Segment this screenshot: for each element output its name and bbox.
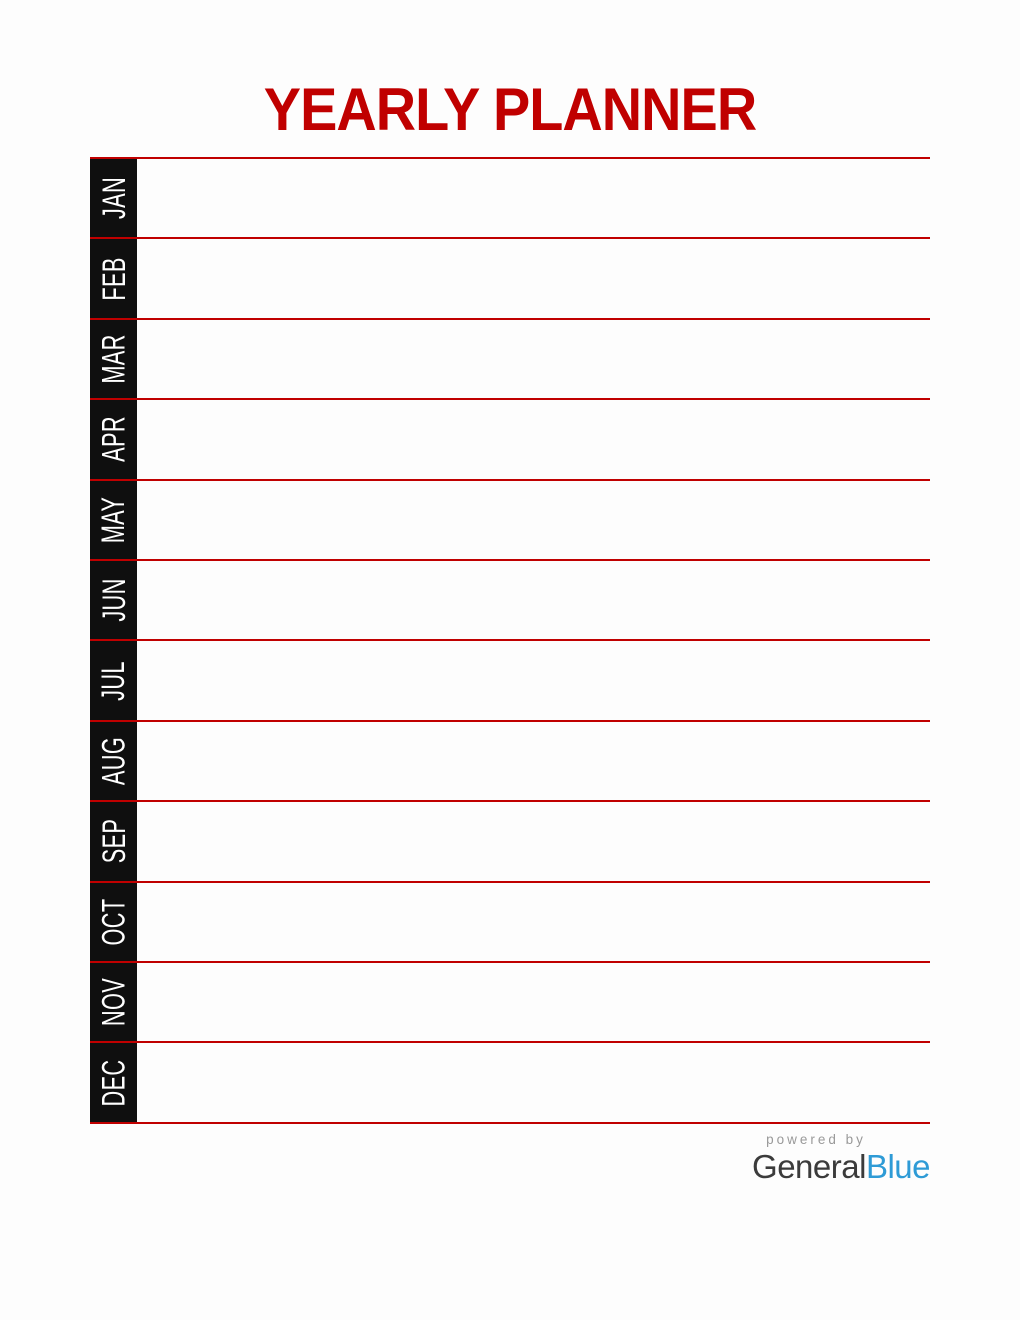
month-content-area: [137, 641, 930, 719]
month-row-jan: [90, 157, 930, 237]
month-tab-jun: [90, 561, 137, 639]
month-tab-jul: [90, 641, 137, 719]
month-row-jun: [90, 559, 930, 639]
month-content-area: [137, 481, 930, 559]
month-content-area: [137, 320, 930, 398]
month-label: OCT: [95, 898, 132, 946]
month-row-aug: [90, 720, 930, 800]
month-tab-apr: [90, 400, 137, 478]
month-label: NOV: [95, 978, 132, 1027]
month-tab-jan: [90, 159, 137, 237]
brand-footer: [752, 1133, 930, 1183]
month-content-area: [137, 963, 930, 1041]
month-label: JAN: [95, 177, 132, 220]
month-label: DEC: [95, 1059, 132, 1107]
month-label: AUG: [95, 736, 132, 786]
brand-name-general: General: [752, 1147, 866, 1185]
month-content-area: [137, 1043, 930, 1121]
month-label: FEB: [95, 256, 132, 301]
month-label: JUL: [95, 660, 132, 701]
month-row-dec: [90, 1041, 930, 1121]
month-tab-feb: [90, 239, 137, 317]
month-row-oct: [90, 881, 930, 961]
month-tab-nov: [90, 963, 137, 1041]
month-content-area: [137, 400, 930, 478]
month-row-jul: [90, 639, 930, 719]
month-content-area: [137, 561, 930, 639]
brand-name-blue: Blue: [865, 1147, 930, 1185]
month-label: MAR: [95, 334, 132, 384]
month-row-mar: [90, 318, 930, 398]
month-tab-mar: [90, 320, 137, 398]
month-label: SEP: [95, 819, 132, 864]
month-tab-may: [90, 481, 137, 559]
month-tab-sep: [90, 802, 137, 880]
month-row-feb: [90, 237, 930, 317]
month-row-may: [90, 479, 930, 559]
month-content-area: [137, 159, 930, 237]
month-row-nov: [90, 961, 930, 1041]
yearly-planner-table: [90, 157, 930, 1124]
month-label: APR: [95, 416, 132, 463]
month-label: JUN: [95, 578, 132, 622]
powered-by-label: powered by: [766, 1132, 866, 1147]
month-row-apr: [90, 398, 930, 478]
month-row-sep: [90, 800, 930, 880]
month-tab-dec: [90, 1043, 137, 1121]
month-label: MAY: [95, 496, 132, 544]
month-content-area: [137, 883, 930, 961]
page-title: YEARLY PLANNER: [263, 76, 757, 143]
generalblue-logo: [752, 1148, 930, 1185]
month-content-area: [137, 722, 930, 800]
month-content-area: [137, 802, 930, 880]
month-tab-oct: [90, 883, 137, 961]
month-tab-aug: [90, 722, 137, 800]
month-content-area: [137, 239, 930, 317]
